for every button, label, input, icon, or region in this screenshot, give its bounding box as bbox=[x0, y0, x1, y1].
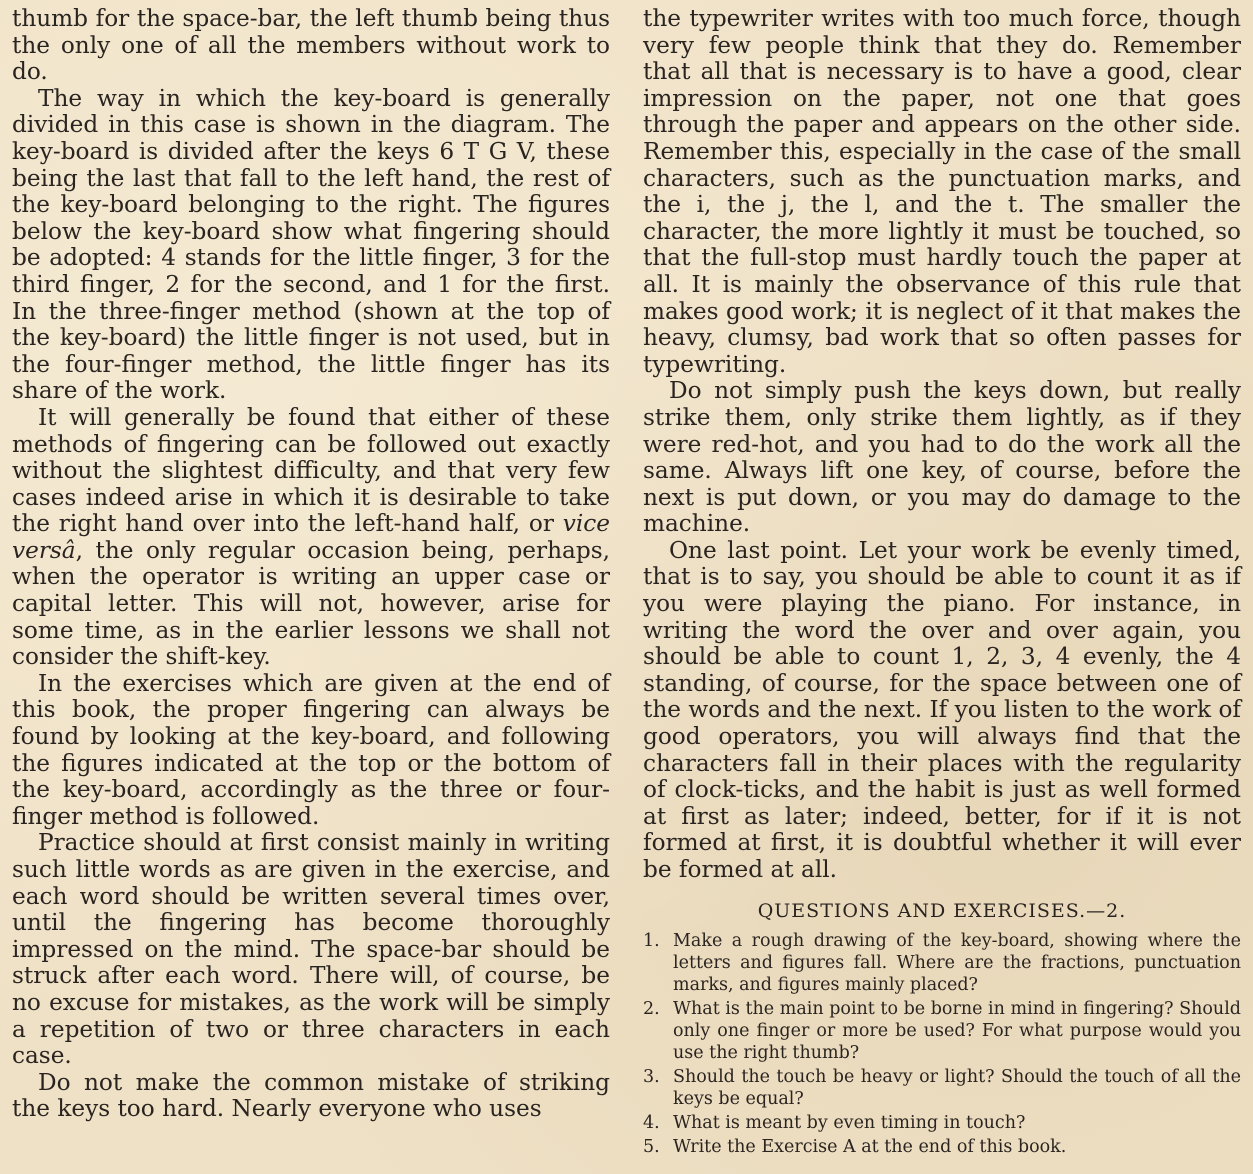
paragraph-text: It will generally be found that either of these methods of fingering can be followed out exactly without the slightest difficulty, and that very few cases indeed arise in which it is desirable to take the right hand over into the left-hand half, or bbox=[12, 403, 610, 538]
paragraph: thumb for the space-bar, the left thumb being thus the only one of all the members without work to do. bbox=[12, 5, 610, 86]
question-text: Write the Exercise A at the end of this book. bbox=[673, 1136, 1067, 1157]
italic-phrase: vice versâ bbox=[12, 510, 610, 564]
paragraph: The way in which the key-board is generally divided in this case is shown in the diagram. The key-board is divided after the keys 6 T G V, these being the last that fall to the left hand, the rest of the key-board belonging to the right. The figures below the key-board show what fingering should be adopted: 4 stands for the little finger, 3 for the third finger, 2 for the second, and 1 for the first. In the three-finger method (shown at the top of the key-board) the little finger is not used, but in the four-finger method, the little finger has its share of the work. bbox=[12, 84, 610, 405]
question-item bbox=[643, 1112, 1241, 1134]
question-text: What is meant by even timing in touch? bbox=[673, 1112, 1026, 1133]
question-text: Should the touch be heavy or light? Should the touch of all the keys be equal? bbox=[673, 1066, 1241, 1109]
paragraph: Do not simply push the keys down, but really strike them, only strike them lightly, as if they were red-hot, and you had to do the work all the same. Always lift one key, of course, before the next is put down, or you may do damage to the machine. bbox=[643, 377, 1241, 538]
question-item bbox=[643, 1136, 1241, 1158]
paragraph: In the exercises which are given at the end of this book, the proper fingering can always be found by looking at the key-board, and following the figures indicated at the top or the bottom of the key-board, accordingly as the three or four-finger method is followed. bbox=[12, 669, 610, 830]
question-number: 2. bbox=[643, 998, 660, 1019]
paragraph: the typewriter writes with too much force, though very few people think that they do. Remember that all that is necessary is to have a good, clear impression on the paper, not one that goes through the paper and appears on the other side. Remember this, especially in the case of the small characters, such as the punctuation marks, and the i, the j, the l, and the t. The smaller the character, the more lightly it must be touched, so that the full-stop must hardly touch the paper at all. It is mainly the observance of this rule that makes good work; it is neglect of it that makes the heavy, clumsy, bad work that so often passes for typewriting. bbox=[643, 5, 1241, 378]
paragraph-text-tail: , the only regular occasion being, perhaps, when the operator is writing an upper case or capital letter. This will not, however, arise for some time, as in the earlier lessons we shall not consider the shift-key. bbox=[12, 536, 610, 671]
question-item bbox=[643, 1066, 1241, 1110]
paragraph: Do not make the common mistake of striking the keys too hard. Nearly everyone who uses bbox=[12, 1068, 610, 1123]
question-number: 5. bbox=[643, 1136, 660, 1157]
question-item bbox=[643, 930, 1241, 996]
question-text: Make a rough drawing of the key-board, showing where the letters and figures fall. Where are the fractions, punctuation marks, and figures mainly placed? bbox=[673, 930, 1241, 995]
right-column bbox=[643, 6, 1241, 1160]
question-number: 4. bbox=[643, 1112, 660, 1133]
question-text: What is the main point to be borne in mind in fingering? Should only one finger or more be used? For what purpose would you use the right thumb? bbox=[673, 998, 1241, 1063]
paragraph: One last point. Let your work be evenly timed, that is to say, you should be able to count it as if you were playing the piano. For instance, in writing the word the over and over again, you should be able to count 1, 2, 3, 4 evenly, the 4 standing, of course, for the space between one of the words and the next. If you listen to the work of good operators, you will always find that the characters fall in their places with the regularity of clock-ticks, and the habit is just as well formed at first as later; indeed, better, for if it is not formed at first, it is doubtful whether it will ever be formed at all. bbox=[643, 536, 1241, 883]
questions-heading: QUESTIONS AND EXERCISES.—2. bbox=[757, 899, 1127, 922]
paragraph: Practice should at first consist mainly in writing such little words as are given in the exercise, and each word should be written several times over, until the fingering has become thoroughly impressed on the mind. The space-bar should be struck after each word. There will, of course, be no excuse for mistakes, as the work will be simply a repetition of two or three characters in each case. bbox=[12, 829, 610, 1070]
question-number: 3. bbox=[643, 1066, 660, 1087]
question-item bbox=[643, 998, 1241, 1064]
left-column bbox=[12, 6, 610, 1123]
question-number: 1. bbox=[643, 930, 660, 951]
paragraph-with-italic bbox=[12, 405, 610, 671]
questions-list bbox=[643, 930, 1241, 1158]
